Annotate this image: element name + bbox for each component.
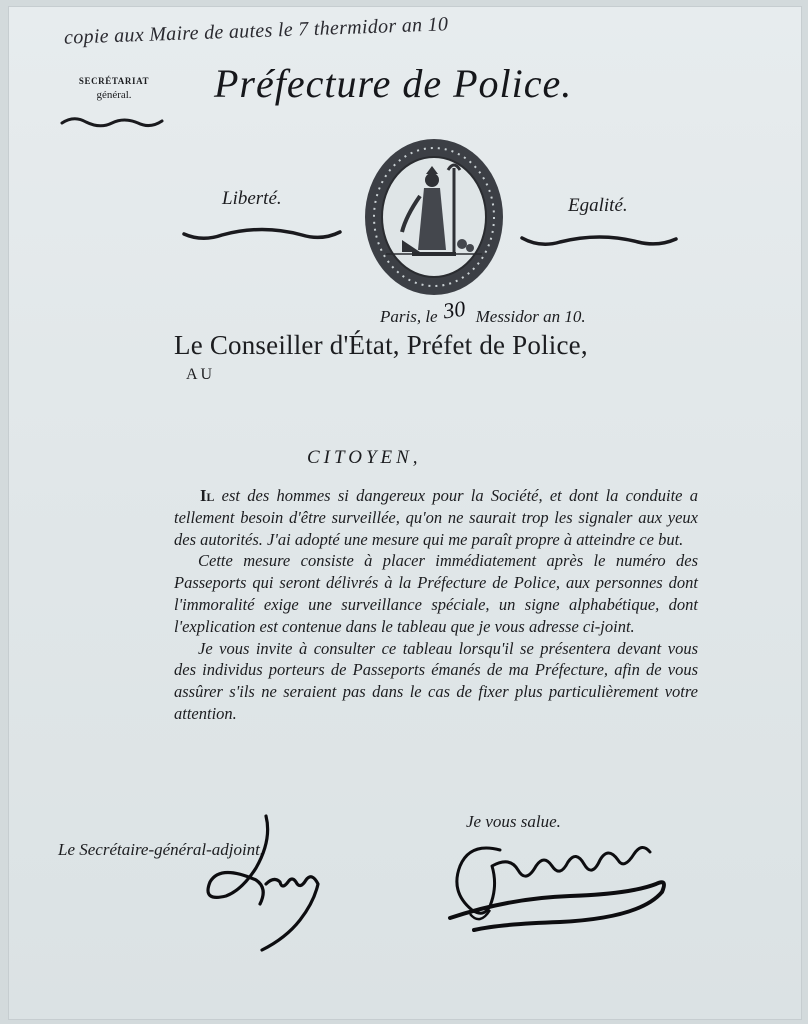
body-paragraph-text: est des hommes si dangereux pour la Société, et dont la conduite a tellement besoin d'être surveillée, qu'on ne saurait trop les signaler aux yeux des autorités. J'ai adopté une mesure qui me paraît propre à atteindre ce but. [174,486,698,549]
seal-emblem-icon [362,136,506,298]
body-paragraph: Cette mesure consiste à placer immédiatement après le numéro des Passeports qui seront délivrés à la Préfecture de Police, aux personnes dont l'immoralité exige une surveillance spéciale, un signe alphabétique, dont l'explication est contenue dans le tableau que je vous adresse ci-joint. [174,551,698,636]
salutation: CITOYEN, [307,447,422,468]
handwritten-annotation: copie aux Maire de autes le 7 thermidor an 10 [63,13,449,49]
secretariat-title: SECRÉTARIAT [78,76,150,86]
body-paragraph: Je vous invite à consulter ce tableau lorsqu'il se présentera devant vous des individus porteurs de Passeports émanés de ma Préfecture, afin de vous assûrer s'ils ne seraient pas dans le cas de fixer plus particulièrement votre attention. [174,638,698,723]
secretariat-subtitle: général. [96,89,132,101]
letter-body [174,485,698,725]
dateline [380,295,586,328]
prefect-signature-icon [440,826,680,946]
dateline-suffix: Messidor an 10. [475,307,586,326]
flourish-ornament-icon [60,114,164,132]
body-dropcap: Il [200,486,215,505]
secretary-signature-icon [196,810,336,960]
flourish-ornament-icon [182,226,342,246]
motto-egalite: Egalité. [568,195,628,216]
closing-formula: Je vous salue. [466,812,561,831]
flourish-ornament-icon [520,232,678,252]
document-heading: Le Conseiller d'État, Préfet de Police, [174,330,588,360]
motto-liberte: Liberté. [222,188,282,209]
prefecture-title: Préfecture de Police. [214,61,573,106]
recipient-label: AU [186,366,216,383]
body-paragraph [174,485,698,550]
signatory-title: Le Secrétaire-général-adjoint. [58,840,265,859]
dateline-prefix: Paris, le [380,307,438,326]
dateline-day: 30 [441,295,467,324]
secretariat-block [64,76,164,101]
